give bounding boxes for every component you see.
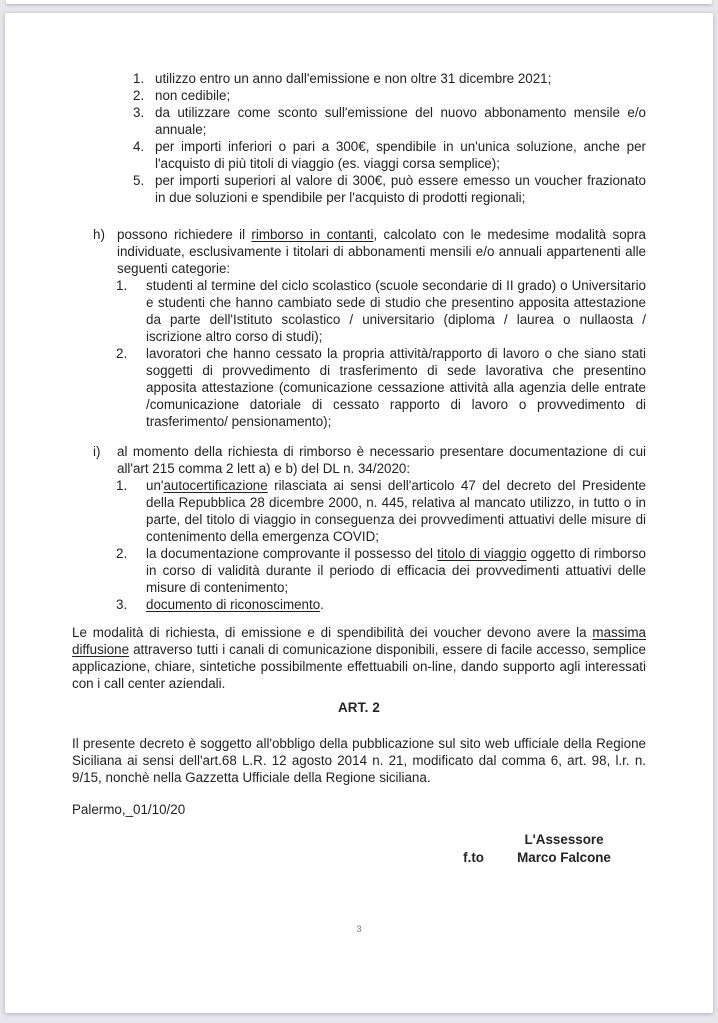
list-marker: 3. <box>133 105 145 120</box>
page-number: 3 <box>356 924 362 934</box>
list-item-text: utilizzo entro un anno dall'emissione e non oltre 31 dicembre 2021; <box>155 71 552 86</box>
list-marker: 2. <box>116 546 128 561</box>
sublist-item-2 <box>116 545 646 596</box>
list-marker: 1. <box>133 71 145 86</box>
clause-i-marker: i) <box>93 444 101 459</box>
paragraph-diffusione: Le modalità di richiesta, di emissione e di spendibilità dei voucher devono avere la massima diffusione attraverso tutti i canali di comunicazione disponibili, essere di facile accesso, semplice applicazione, chiare, sintetiche possibilmente effettuabili on-line, dando supporto agli interessati con i call center aziendali. <box>72 625 646 691</box>
sublist-item-1 <box>116 277 646 345</box>
clause-h <box>93 226 646 430</box>
list-marker: 2. <box>116 346 128 361</box>
list-item-text: la documentazione comprovante il possesso del titolo di viaggio oggetto di rimborso in corso di validità durante il periodo di efficacia dei provvedimenti attuativi delle misure di contenimento; <box>146 546 646 595</box>
list-item-1 <box>133 70 646 87</box>
clause-h-body <box>117 226 646 430</box>
paragraph-pubblicazione: Il presente decreto è soggetto all'obbligo della pubblicazione sul sito web ufficiale della Regione Siciliana ai sensi dell'art.68 L.R. 12 agosto 2014 n. 21, modificato dal comma 6, art. 98, l.r. n. 9/15, nonchè nella Gazzetta Ufficiale della Regione siciliana. <box>72 736 646 785</box>
list-marker: 3. <box>116 597 128 612</box>
sublist-item-3 <box>116 596 646 613</box>
list-item-2 <box>133 87 646 104</box>
document-page <box>5 13 713 1013</box>
signature-role: L'Assessore <box>524 832 604 847</box>
clause-h-sublist <box>117 277 646 430</box>
signature-fto: f.to <box>463 850 484 865</box>
list-item-text: per importi superiori al valore di 300€, può essere emesso un voucher frazionato in due soluzioni e spendibile per l'acquisto di prodotti regionali; <box>155 173 646 205</box>
list-marker: 5. <box>133 173 145 188</box>
clause-h-marker: h) <box>93 227 105 242</box>
sublist-item-1 <box>116 477 646 545</box>
list-item-text: da utilizzare come sconto sull'emissione del nuovo abbonamento mensile e/o annuale; <box>155 105 646 137</box>
signature-name: Marco Falcone <box>517 850 611 865</box>
clause-i-body <box>117 443 646 613</box>
list-item-4 <box>133 138 646 172</box>
list-marker: 2. <box>133 88 145 103</box>
list-item-text: per importi inferiori o pari a 300€, spendibile in un'unica soluzione, anche per l'acquisto di più titoli di viaggio (es. viaggi corsa semplice); <box>155 139 646 171</box>
clause-i-sublist <box>117 477 646 613</box>
list-marker: 1. <box>116 278 128 293</box>
clause-h-text: possono richiedere il rimborso in contanti, calcolato con le medesime modalità sopra individuate, esclusivamente i titolari di abbonamenti mensili e/o annuali appartenenti alle seguenti categorie: <box>117 227 646 276</box>
previous-page-bottom-edge <box>6 0 712 4</box>
place-date: Palermo,_01/10/20 <box>72 802 186 817</box>
list-marker: 1. <box>116 478 128 493</box>
list-marker: 4. <box>133 139 145 154</box>
list-item-text: un'autocertificazione rilasciata ai sensi dell'articolo 47 del decreto del Presidente della Repubblica 28 dicembre 2000, n. 445, relativa al mancato utilizzo, in tutto o in parte, del titolo di viaggio in conseguenza dei provvedimenti attuativi delle misure di contenimento della emergenza COVID; <box>146 478 646 544</box>
list-item-text: studenti al termine del ciclo scolastico (scuole secondarie di II grado) o Universitario e studenti che hanno cambiato sede di studio che presentino apposita attestazione da parte dell'Istituto scolastico / universitario (diploma / laurea o nullaosta / iscrizione altro corso di studi); <box>146 278 646 344</box>
sublist-item-2 <box>116 345 646 430</box>
article-2-heading: ART. 2 <box>337 700 381 715</box>
signature-column <box>514 831 614 867</box>
voucher-conditions-list <box>72 70 646 206</box>
list-item-text: documento di riconoscimento. <box>146 597 324 612</box>
list-item-5 <box>133 172 646 206</box>
list-item-3 <box>133 104 646 138</box>
clause-i <box>93 443 646 613</box>
list-item-text: lavoratori che hanno cessato la propria attività/rapporto di lavoro o che siano stati soggetti di provvedimento di trasferimento di sede lavorativa che presentino apposita attestazione (comunicazione cessazione attività alla agenzia delle entrate /comunicazione datoriale di cessato rapporto di lavoro o provvedimento di trasferimento/ pensionamento); <box>146 346 646 429</box>
list-item-text: non cedibile; <box>155 88 231 103</box>
page-content <box>5 13 713 938</box>
clause-i-text: al momento della richiesta di rimborso è necessario presentare documentazione di cui all'art 215 comma 2 lett a) e b) del DL n. 34/2020: <box>117 444 646 476</box>
signature-block <box>72 831 614 867</box>
